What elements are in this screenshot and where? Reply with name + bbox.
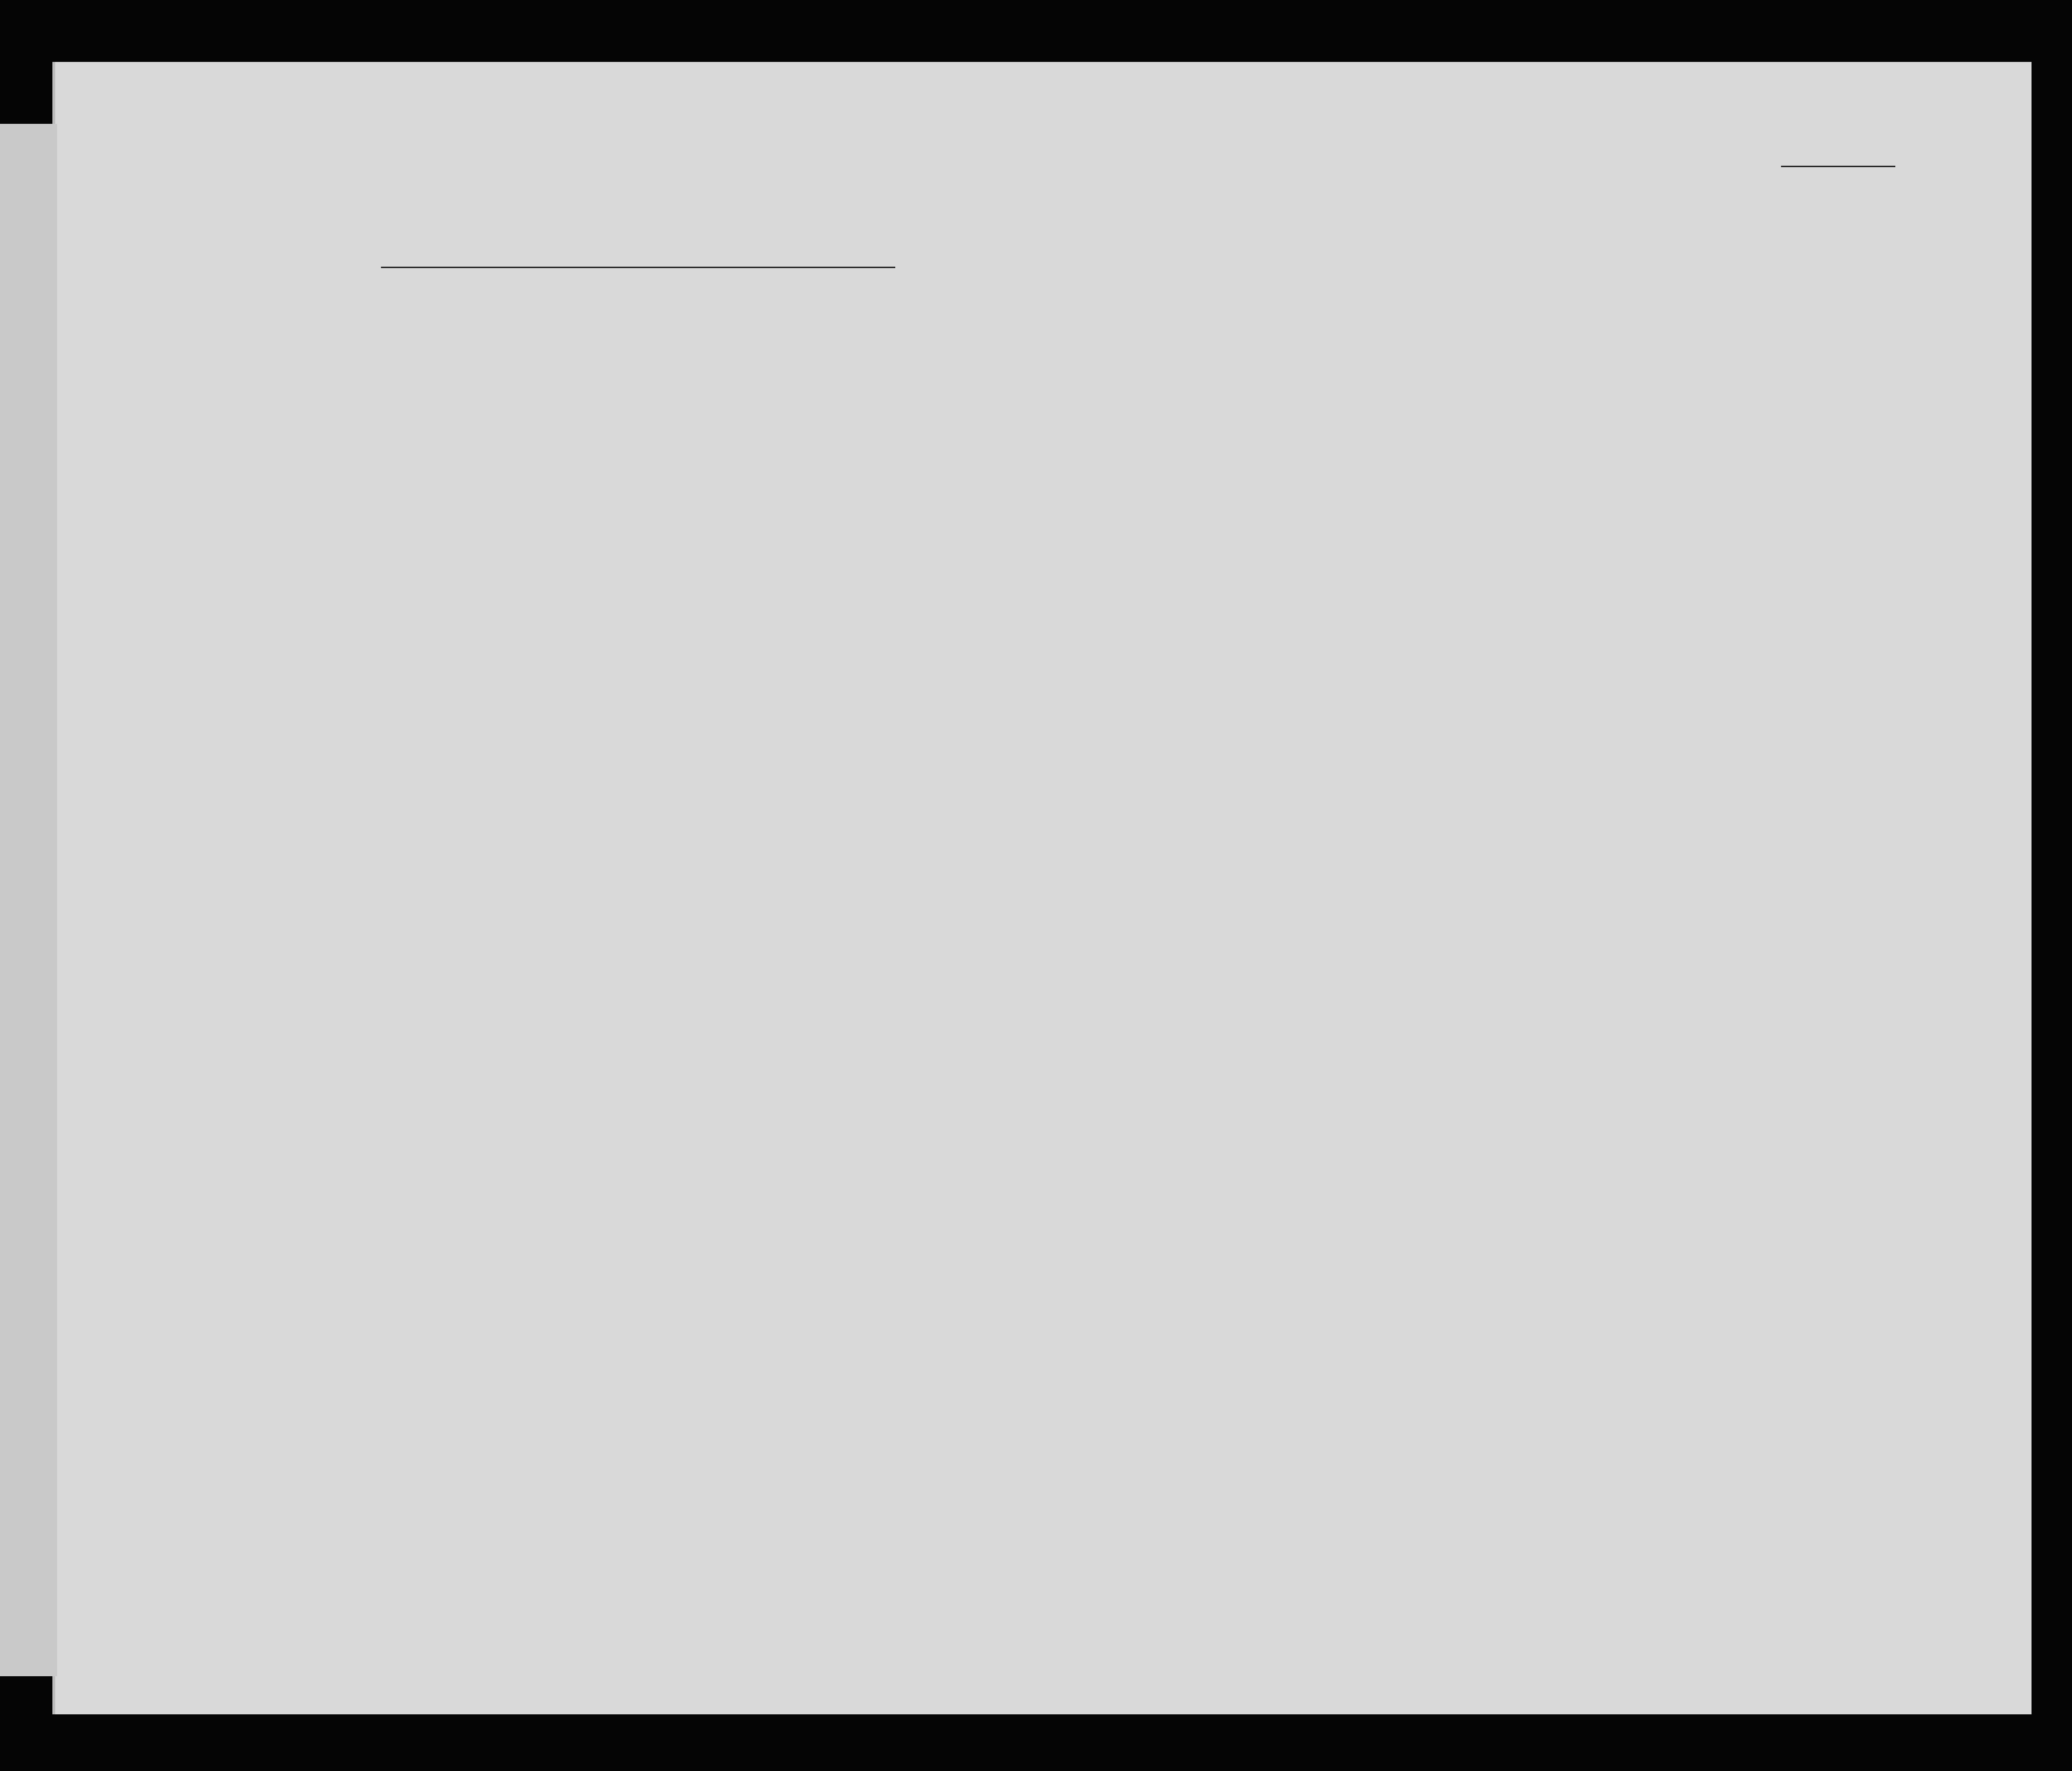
header-v31: [1511, 357, 1530, 452]
header-v25: [1302, 357, 1337, 452]
manifest-sheet: [52, 62, 2032, 1714]
list-underline: [1781, 166, 1895, 167]
header-anarchist: [1369, 352, 1383, 452]
header-ticket: [624, 314, 638, 457]
header-v29: [1443, 357, 1476, 452]
header-feet: [1645, 429, 1660, 457]
header-v28: [1395, 352, 1438, 452]
header-polygamist: [1343, 352, 1357, 452]
port-underline: [381, 267, 895, 268]
left-binding-strip: [0, 124, 57, 1676]
header-v2: [1230, 357, 1261, 452]
header-v3: [1266, 357, 1297, 452]
header-inches: [1667, 424, 1681, 457]
header-v30: [1483, 357, 1502, 452]
header-possession-50: [745, 324, 760, 457]
header-v1: [1194, 357, 1225, 452]
